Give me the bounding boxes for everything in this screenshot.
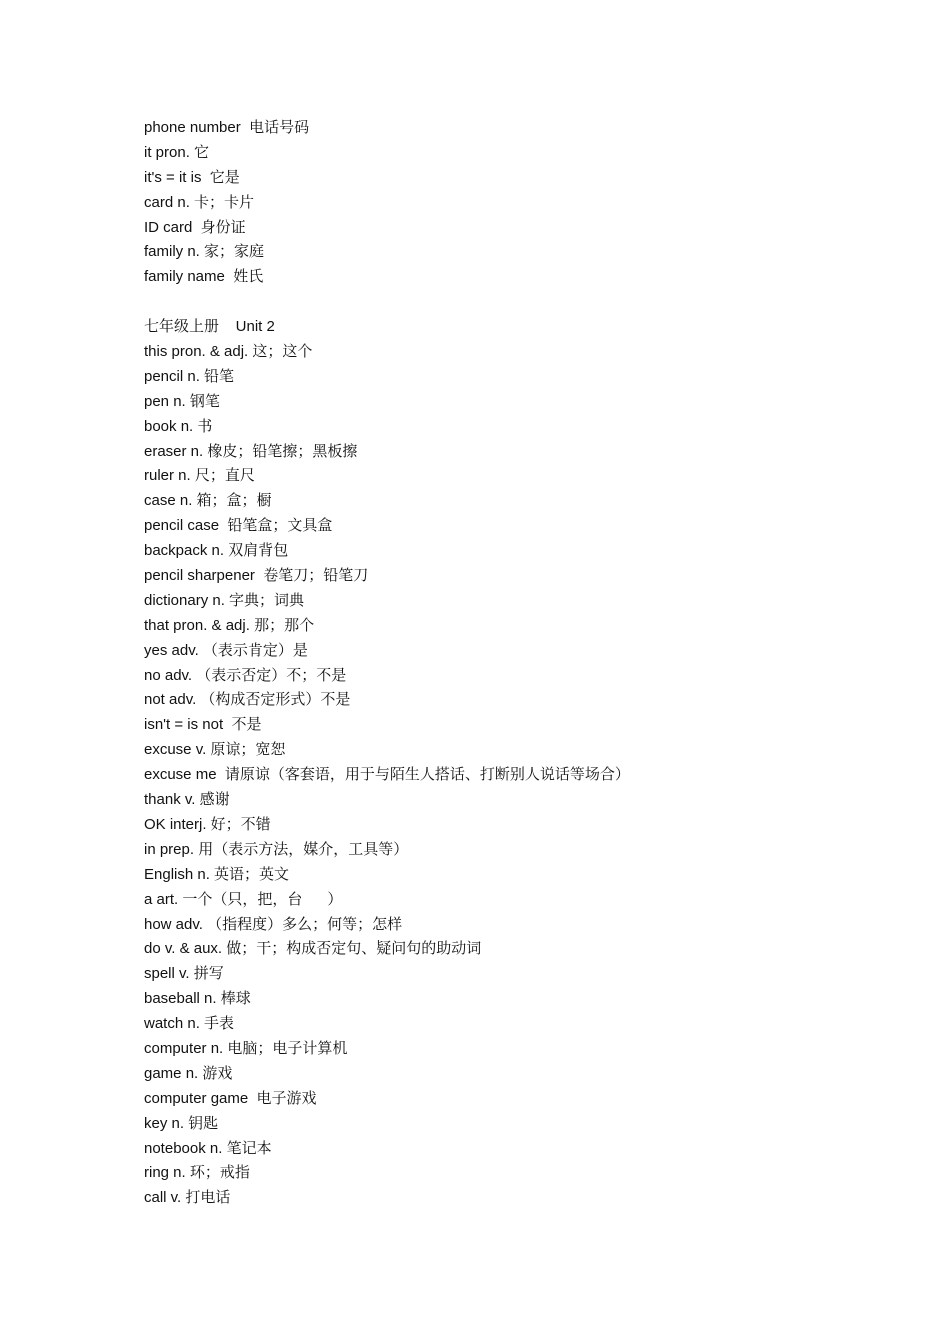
vocab-entry: yes adv. （表示肯定）是 [144, 641, 308, 659]
vocabulary-list [144, 116, 924, 1211]
vocab-entry: no adv. （表示否定）不；不是 [144, 666, 347, 684]
vocab-entry: this pron. & adj. 这；这个 [144, 343, 313, 361]
vocab-entry: notebook n. 笔记本 [144, 1139, 272, 1157]
vocab-entry: do v. & aux. 做；干；构成否定句、疑问句的助动词 [144, 940, 482, 958]
vocab-entry: excuse me 请原谅（客套语，用于与陌生人搭话、打断别人说话等场合） [144, 766, 630, 784]
vocab-entry: thank v. 感谢 [144, 791, 230, 809]
vocab-entry: English n. 英语；英文 [144, 865, 290, 883]
vocab-entry: spell v. 拼写 [144, 965, 224, 983]
vocab-entry: eraser n. 橡皮；铅笔擦；黑板擦 [144, 442, 358, 460]
vocab-section-top [144, 116, 924, 290]
vocab-entry: OK interj. 好；不错 [144, 815, 271, 833]
vocab-section-unit2 [144, 340, 924, 1211]
vocab-entry: backpack n. 双肩背包 [144, 542, 289, 560]
vocab-entry: isn't = is not 不是 [144, 716, 262, 734]
vocab-entry: pen n. 钢笔 [144, 392, 220, 410]
vocab-entry: pencil sharpener 卷笔刀；铅笔刀 [144, 567, 369, 585]
vocab-entry: ruler n. 尺；直尺 [144, 467, 255, 485]
section-spacer [144, 290, 924, 315]
vocab-entry: pencil n. 铅笔 [144, 367, 235, 385]
vocab-entry: that pron. & adj. 那；那个 [144, 616, 315, 634]
vocab-entry: game n. 游戏 [144, 1064, 233, 1082]
vocab-entry: dictionary n. 字典；词典 [144, 591, 305, 609]
vocab-entry: it's = it is 它是 [144, 168, 240, 186]
vocab-entry: in prep. 用（表示方法，媒介，工具等） [144, 840, 409, 858]
vocab-entry: computer game 电子游戏 [144, 1089, 317, 1107]
vocab-entry: it pron. 它 [144, 143, 210, 161]
vocab-entry: family n. 家；家庭 [144, 243, 265, 261]
vocab-entry: card n. 卡；卡片 [144, 193, 255, 211]
vocab-entry: case n. 箱；盒；橱 [144, 492, 272, 510]
vocab-entry: computer n. 电脑；电子计算机 [144, 1039, 348, 1057]
vocab-entry: excuse v. 原谅；宽恕 [144, 741, 286, 759]
vocab-entry: a art. 一个（只，把，台 ） [144, 890, 343, 908]
vocab-entry: baseball n. 棒球 [144, 990, 251, 1008]
vocab-entry: ring n. 环；戒指 [144, 1164, 250, 1182]
vocab-entry: pencil case 铅笔盒；文具盒 [144, 517, 333, 535]
vocab-entry: family name 姓氏 [144, 268, 264, 286]
vocab-entry: phone number 电话号码 [144, 119, 310, 136]
vocab-entry: how adv. （指程度）多么；何等；怎样 [144, 915, 403, 933]
vocab-entry: not adv. （构成否定形式）不是 [144, 691, 351, 709]
vocab-entry: ID card 身份证 [144, 218, 246, 236]
vocab-entry: call v. 打电话 [144, 1189, 231, 1207]
vocab-entry: key n. 钥匙 [144, 1114, 219, 1132]
vocab-entry: book n. 书 [144, 417, 213, 435]
unit-heading: 七年级上册 Unit 2 [144, 318, 275, 336]
vocab-entry: watch n. 手表 [144, 1015, 235, 1033]
